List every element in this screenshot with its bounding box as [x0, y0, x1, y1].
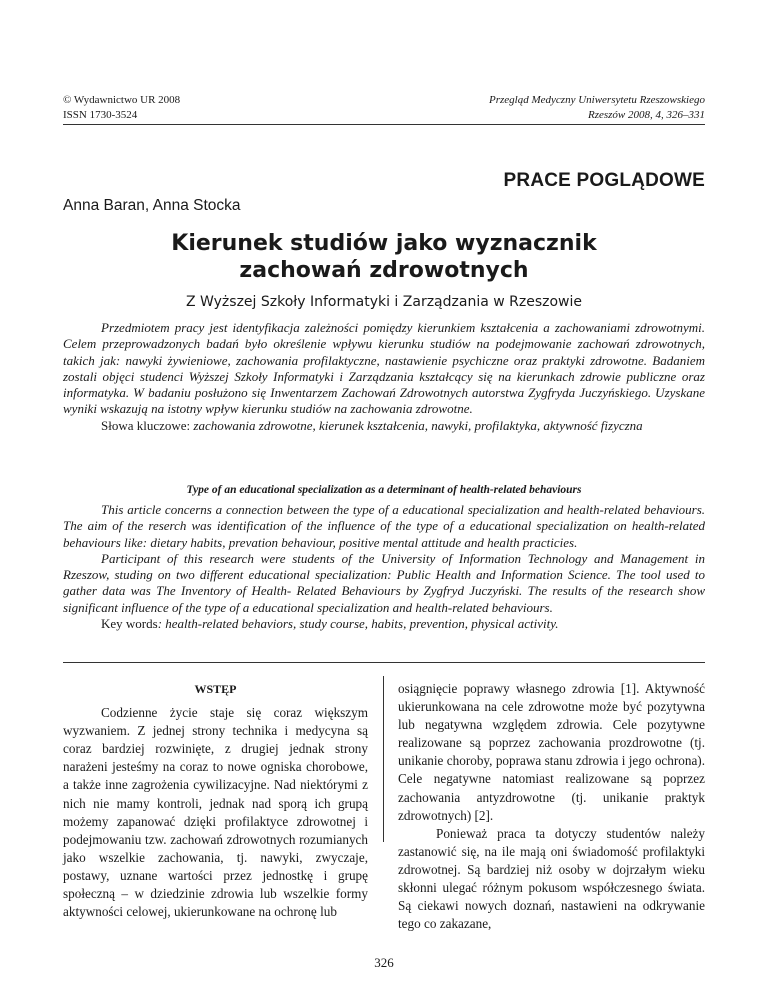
- body-column-right: [398, 680, 705, 933]
- body-paragraph: Codzienne życie staje się coraz większym wyzwaniem. Z jednej strony technika i medycyna są coraz bardziej rozwinięte, z drugiej jednak strony narażeni jesteśmy na coraz to nowe ogniska chorobowe, a także inne zagrożenia cywilizacyjne. Nad niektórymi z nich nie mamy kontroli, jednak nad sporą ich grupą możemy zapanować dzięki profilaktyce zdrowotnej i podejmowaniu tzw. zachowań zdrowotnych rozumianych jako wszelkie zachowania, tj. nawyki, zwyczaje, postawy, uznane wartości przez jednostkę i grupę społeczną – w dziedzinie zdrowia lub wszelkie formy aktywności celowej, ukierunkowane na ochronę lub: [63, 705, 368, 920]
- header-left: [63, 93, 180, 123]
- body-paragraph-continued: osiągnięcie poprawy własnego zdrowia [1]. Aktywność ukierunkowana na cele zdrowotne może być pozytywna lub negatywna względem zdrowia. Cele pozytywne realizowane są poprzez zachowania prozdrowotne (tj. unikanie choroby, poprawa stanu zdrowia i jego ochrona). Cele negatywne natomiast realizowane są poprzez zachowania antyzdrowotne (tj. unikanie praktyk zdrowotnych) [2].: [398, 681, 705, 823]
- keywords-en: [63, 616, 705, 632]
- abstract-pl: [63, 320, 705, 434]
- abstract-pl-text: Przedmiotem pracy jest identyfikacja zależności pomiędzy kierunkiem kształcenia a zachowaniami zdrowotnymi. Celem przeprowadzonych badań było określenie wpływu kierunku studiów na podejmowanie zachowań zdrowotnych, takich jak: nawyki żywieniowe, zachowania profilaktyczne, nastawienie psychiczne oraz praktyki zdrowotne. Badaniem zostali objęci studenci Wyższej Szkoły Informatyki i Zarządzania kształcący się na kierunkach zdrowie publiczne oraz informatyka. W badaniu posłużono się Inwentarzem Zachowań Zdrowotnych autorstwa Zygfryda Juczyńskiego. Uzyskane wyniki wskazują na istotny wpływ kierunku studiów na zachowania zdrowotne.: [63, 320, 705, 417]
- keywords-en-label: Key words: [101, 616, 158, 632]
- page-number: 326: [374, 955, 394, 970]
- header-divider: [63, 124, 705, 125]
- abstract-divider: [63, 662, 705, 663]
- body-column-left: [63, 680, 368, 921]
- title-line-1: Kierunek studiów jako wyznacznik: [171, 231, 597, 256]
- section-label: PRACE POGLĄDOWE: [503, 170, 705, 191]
- affiliation: Z Wyższej Szkoły Informatyki i Zarządzania w Rzeszowie: [186, 294, 582, 310]
- header-right: [489, 93, 705, 123]
- paper-title: [63, 230, 705, 284]
- english-title: Type of an educational specialization as a determinant of health-related behaviours: [186, 484, 582, 496]
- keywords-pl: [63, 418, 705, 434]
- abstract-en-paragraph-1: This article concerns a connection between the type of a educational specialization and health-related behaviours. The aim of the reserch was identification of the influence of the type of a educational specialization on health-related behaviours like: dietary habits, prevation behaviour, positive mental attitude and health practicies.: [63, 502, 705, 550]
- authors: Anna Baran, Anna Stocka: [63, 197, 241, 214]
- keywords-pl-label: Słowa kluczowe:: [101, 417, 191, 433]
- keywords-en-text: : health-related behaviors, study course, habits, prevention, physical activity.: [157, 616, 559, 632]
- body-paragraph: Ponieważ praca ta dotyczy studentów należy zastanowić się, na ile mają oni świadomość profilaktyki zdrowotnej. Są bardziej niż osoby w dojrzałym wieku skłonni ulegać różnym pokusom współczesnego świata. Są ciekawi nowych doznań, nastawieni na odkrywanie tego co zakazane,: [398, 825, 705, 932]
- abstract-en: [63, 502, 705, 632]
- keywords-pl-text: zachowania zdrowotne, kierunek kształcenia, nawyki, profilaktyka, aktywność fizyczna: [193, 417, 643, 433]
- title-line-2: zachowań zdrowotnych: [239, 258, 529, 283]
- publisher: © Wydawnictwo UR 2008: [63, 94, 181, 106]
- journal-name: Przegląd Medyczny Uniwersytetu Rzeszowskiego: [489, 94, 705, 106]
- journal-issue: Rzeszów 2008, 4, 326–331: [587, 109, 705, 121]
- column-divider: [383, 676, 384, 842]
- issn: ISSN 1730-3524: [63, 109, 138, 121]
- abstract-en-paragraph-2: Participant of this research were students of the University of Information Technology and Management in Rzeszow, studing on two different educational specialization: Public Health and Information Science. The tool used to gather data was The Inventory of Health- Related Behaviours by Zygfryd Juczyński. The results of the research show significant influence of the type of a educational specialization and health-related behaviours.: [63, 550, 705, 615]
- section-heading-intro: WSTĘP: [194, 682, 237, 696]
